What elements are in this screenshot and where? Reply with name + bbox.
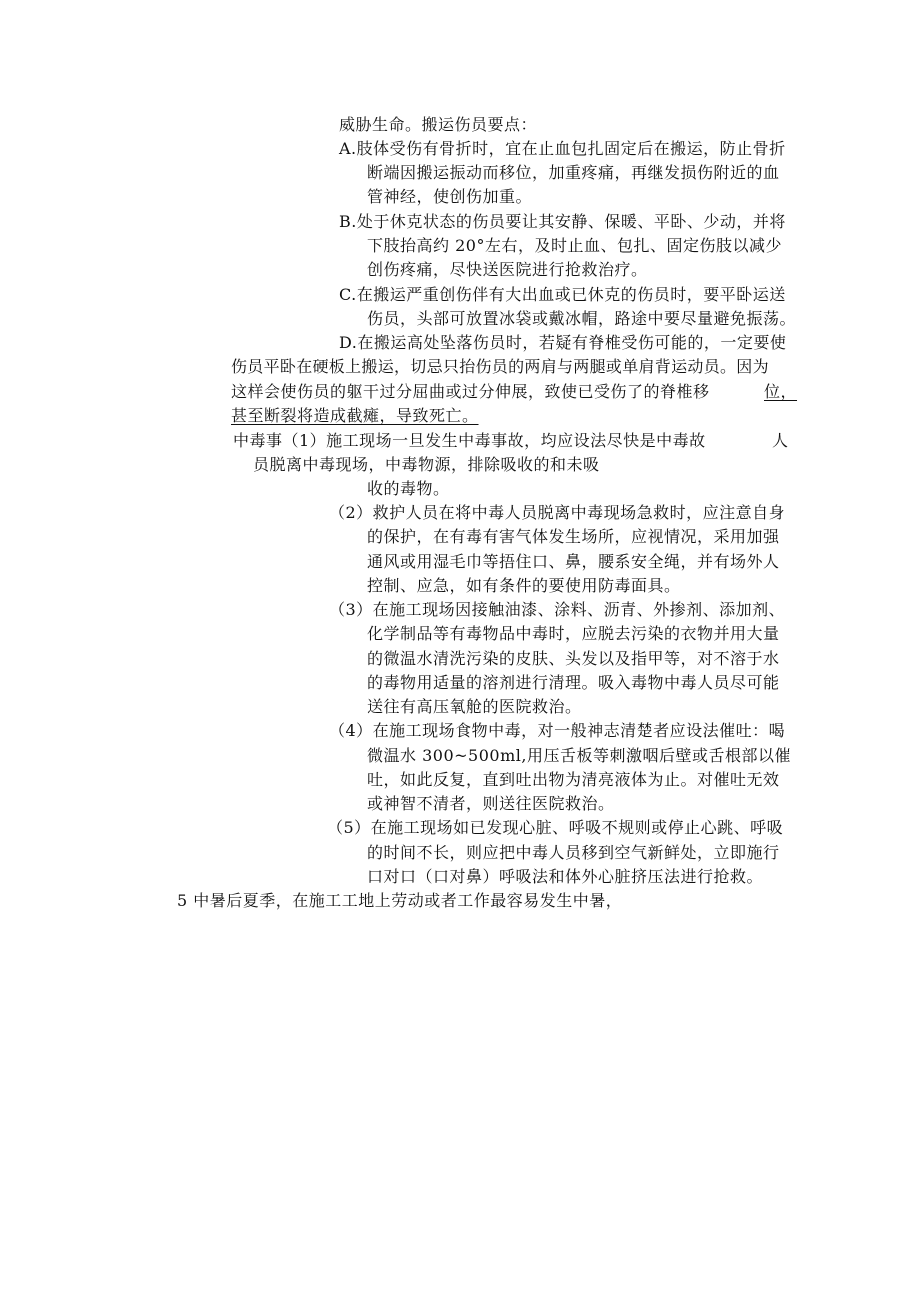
text-line: 的保护，在有毒有害气体发生场所，应视情况，采用加强 <box>367 527 780 546</box>
text-line: 伤员平卧在硬板上搬运，切忌只抬伤员的两肩与两腿或单肩背运动员。因为 <box>231 357 769 376</box>
text-line: 口对口（口对鼻）呼吸法和体外心脏挤压法进行抢救。 <box>367 867 764 886</box>
section-heading-heatstroke: 5 中暑后夏季，在施工工地上劳动或者工作最容易发生中暑， <box>177 891 623 910</box>
text-line-item-a: A.肢体受伤有骨折时，宜在止血包扎固定后在搬运，防止骨折 <box>339 139 786 158</box>
text-line-poisoning-4: （4）在施工现场食物中毒，对一般神志清楚者应设法催吐：喝 <box>329 721 786 740</box>
text-line: 控制、应急，如有条件的要使用防毒面具。 <box>367 576 681 595</box>
text-line: 吐，如此反复，直到吐出物为清亮液体为止。对催吐无效 <box>367 770 780 789</box>
text-line: 这样会使伤员的躯干过分屈曲或过分伸展，致使已受伤了的脊椎移 <box>231 382 710 401</box>
text-line: 创伤疼痛，尽快送医院进行抢救治疗。 <box>367 260 648 279</box>
text-line: 微温水 300~500ml,用压舌板等刺激咽后壁或舌根部以催 <box>367 746 791 765</box>
text-line: 甚至断裂将造成截瘫，导致死亡。 <box>231 406 479 425</box>
text-line-poisoning-1: 中毒事（1）施工现场一旦发生中毒事故，均应设法尽快是中毒故 <box>233 431 706 450</box>
text-line: 通风或用湿毛巾等捂住口、鼻，腰系安全绳，并有场外人 <box>367 552 780 571</box>
text-line: 员脱离中毒现场，中毒物源，排除吸收的和未吸 <box>253 455 600 474</box>
text-line: 伤员，头部可放置冰袋或戴冰帽，路途中要尽量避免振荡。 <box>367 309 797 328</box>
text-line-poisoning-2: （2）救护人员在将中毒人员脱离中毒现场急救时，应注意自身 <box>329 503 786 522</box>
text-line-poisoning-3: （3）在施工现场因接触油漆、涂料、沥青、外掺剂、添加剂、 <box>329 600 786 619</box>
text-fragment: 位， <box>764 382 798 401</box>
text-line: 断端因搬运振动而移位，加重疼痛，再继发损伤附近的血 <box>367 163 780 182</box>
text-line: 送往有高压氧舱的医院救治。 <box>367 697 582 716</box>
text-line: 的微温水清洗污染的皮肤、头发以及指甲等，对不溶于水 <box>367 649 780 668</box>
text-line: 威胁生命。搬运伤员要点： <box>339 115 538 134</box>
text-fragment: 人 <box>772 431 789 450</box>
text-line-item-d: D.在搬运高处坠落伤员时，若疑有脊椎受伤可能的，一定要使 <box>339 333 787 352</box>
text-line: 下肢抬高约 20°左右，及时止血、包扎、固定伤肢以减少 <box>367 236 782 255</box>
text-line-poisoning-5: （5）在施工现场如已发现心脏、呼吸不规则或停止心跳、呼吸 <box>327 818 784 837</box>
text-line: 收的毒物。 <box>367 479 450 498</box>
text-line: 或神智不清者，则送往医院救治。 <box>367 794 615 813</box>
text-line: 的毒物用适量的溶剂进行清理。吸入毒物中毒人员尽可能 <box>367 673 780 692</box>
text-line: 化学制品等有毒物品中毒时，应脱去污染的衣物并用大量 <box>367 624 780 643</box>
text-line-item-c: C.在搬运严重创伤伴有大出血或已休克的伤员时，要平卧运送 <box>339 285 786 304</box>
text-line-item-b: B.处于休克状态的伤员要让其安静、保暖、平卧、少动，并将 <box>339 212 786 231</box>
text-line: 的时间不长，则应把中毒人员移到空气新鲜处，立即施行 <box>367 843 780 862</box>
text-line: 管神经，使创伤加重。 <box>367 187 533 206</box>
